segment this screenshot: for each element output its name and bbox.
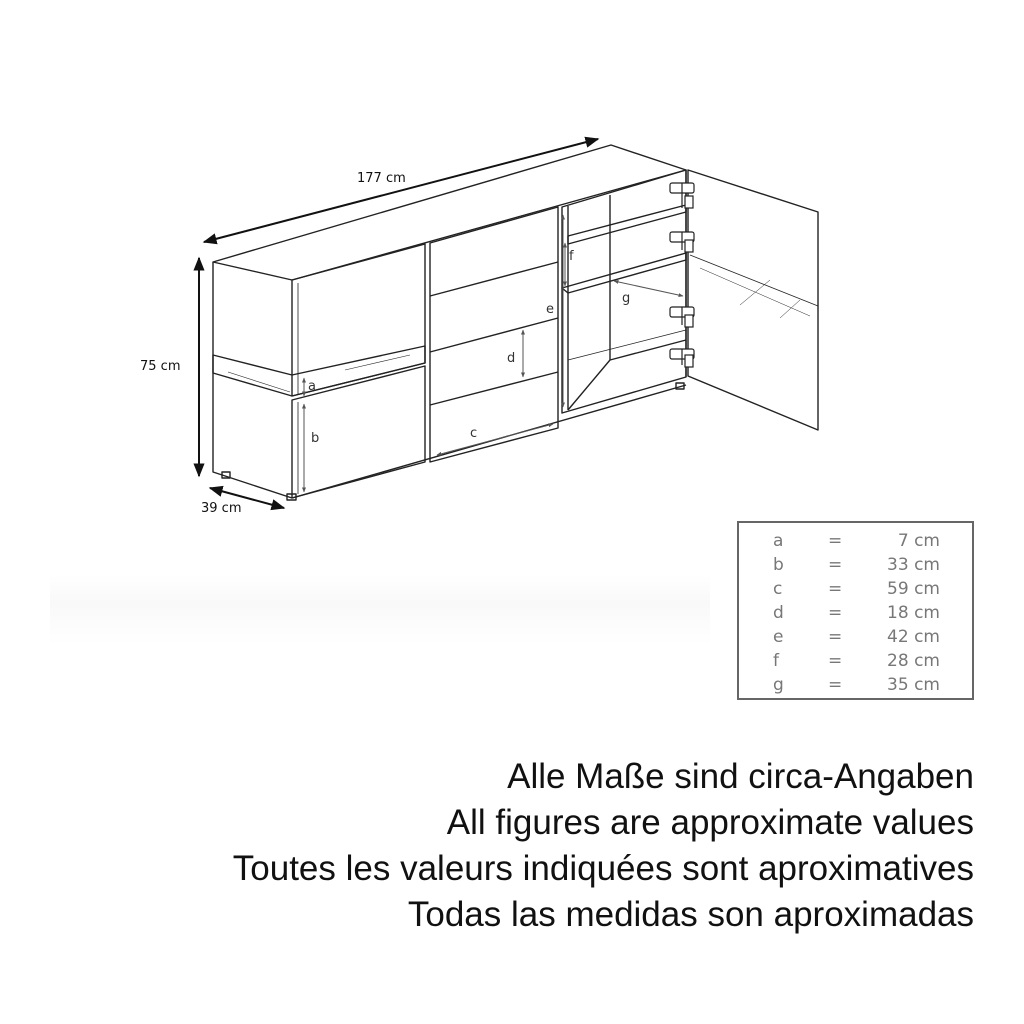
legend-value: 33 cm (887, 555, 940, 575)
legend-value: 35 cm (887, 675, 940, 695)
disclaimer-english: All figures are approximate values (446, 803, 974, 842)
depth-label: 39 cm (201, 501, 242, 516)
hinge-icon (670, 232, 694, 252)
dimension-legend-table (737, 521, 974, 700)
part-label-c: c (470, 426, 478, 441)
part-label-f: f (569, 249, 574, 264)
hinge-icon (670, 307, 694, 327)
width-label: 177 cm (357, 171, 406, 186)
legend-row (739, 627, 972, 651)
legend-row (739, 555, 972, 579)
legend-equals: = (828, 651, 843, 671)
legend-equals: = (828, 627, 843, 647)
disclaimer-french: Toutes les valeurs indiquées sont aproximatives (232, 849, 974, 888)
disclaimer-spanish: Todas las medidas son aproximadas (407, 895, 974, 934)
disclaimer-german: Alle Maße sind circa-Angaben (507, 757, 974, 796)
legend-key: c (773, 579, 783, 599)
legend-key: a (773, 531, 784, 551)
legend-row (739, 603, 972, 627)
legend-row (739, 531, 972, 555)
hinges (670, 183, 694, 367)
legend-key: d (773, 603, 784, 623)
legend-key: b (773, 555, 784, 575)
legend-value: 59 cm (887, 579, 940, 599)
legend-value: 7 cm (897, 531, 940, 551)
legend-equals: = (828, 603, 843, 623)
legend-value: 28 cm (887, 651, 940, 671)
legend-value: 42 cm (887, 627, 940, 647)
legend-value: 18 cm (887, 603, 940, 623)
part-label-a: a (308, 379, 316, 394)
legend-row (739, 651, 972, 675)
hinge-icon (670, 183, 694, 208)
part-label-e: e (546, 302, 554, 317)
legend-key: e (773, 627, 784, 647)
part-label-g: g (622, 291, 631, 306)
legend-key: g (773, 675, 784, 695)
legend-row (739, 579, 972, 603)
legend-equals: = (828, 555, 843, 575)
part-label-b: b (311, 431, 320, 446)
legend-equals: = (828, 675, 843, 695)
legend-equals: = (828, 579, 843, 599)
height-label: 75 cm (140, 359, 181, 374)
legend-key: f (773, 651, 779, 671)
legend-row (739, 675, 972, 699)
legend-equals: = (828, 531, 843, 551)
hinge-icon (670, 349, 694, 367)
part-label-d: d (507, 351, 516, 366)
